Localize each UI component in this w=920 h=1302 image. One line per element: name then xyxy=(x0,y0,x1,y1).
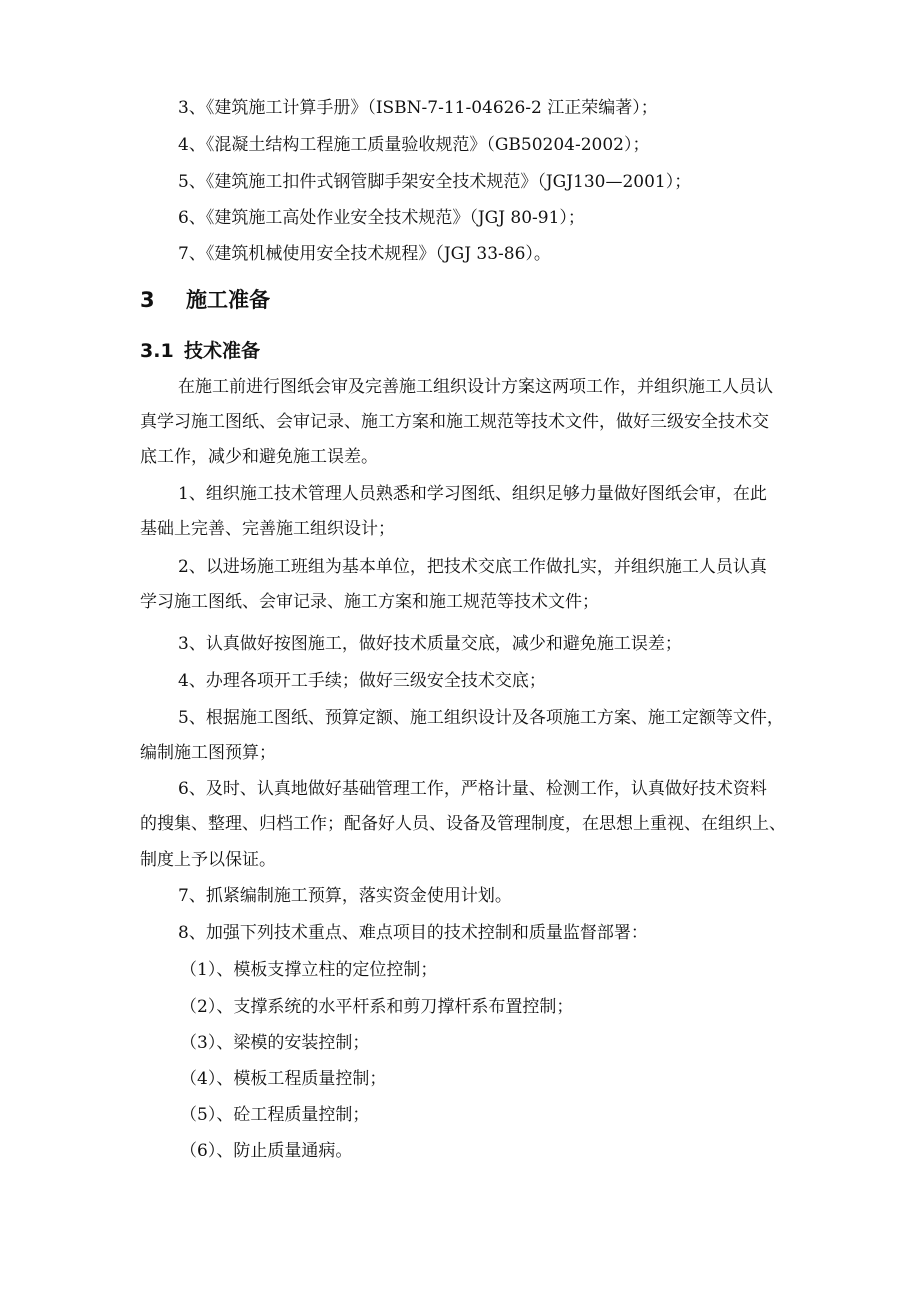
intro-line: 在施工前进行图纸会审及完善施工组织设计方案这两项工作，并组织施工人员认 xyxy=(178,377,773,397)
list-item: 6、及时、认真地做好基础管理工作，严格计量、检测工作，认真做好技术资料 xyxy=(178,779,767,799)
reference-item: 3、《建筑施工计算手册》（ISBN-7-11-04626-2 江正荣编著）； xyxy=(178,98,658,118)
list-item: 2、以进场施工班组为基本单位，把技术交底工作做扎实，并组织施工人员认真 xyxy=(178,557,767,577)
sub-list-item: （1）、模板支撑立柱的定位控制； xyxy=(180,960,438,980)
list-item-continuation: 学习施工图纸、会审记录、施工方案和施工规范等技术文件； xyxy=(140,592,599,612)
list-item: 8、加强下列技术重点、难点项目的技术控制和质量监督部署： xyxy=(178,923,648,943)
list-item-continuation: 编制施工图预算； xyxy=(140,743,276,763)
reference-item: 6、《建筑施工高处作业安全技术规范》（JGJ 80-91）； xyxy=(178,208,585,228)
list-item: 4、办理各项开工手续；做好三级安全技术交底； xyxy=(178,671,546,691)
sub-list-item: （4）、模板工程质量控制； xyxy=(180,1069,387,1089)
section-number: 3 xyxy=(140,288,155,312)
sub-list-item: （3）、梁模的安装控制； xyxy=(180,1033,370,1053)
list-item-continuation: 基础上完善、完善施工组织设计； xyxy=(140,519,395,539)
intro-line: 真学习施工图纸、会审记录、施工方案和施工规范等技术文件，做好三级安全技术交 xyxy=(140,412,769,432)
reference-item: 5、《建筑施工扣件式钢管脚手架安全技术规范》（JGJ130—2001）； xyxy=(178,172,692,192)
section-title: 施工准备 xyxy=(186,288,270,312)
list-item: 7、抓紧编制施工预算，落实资金使用计划。 xyxy=(178,886,512,906)
reference-item: 4、《混凝土结构工程施工质量验收规范》（GB50204-2002）； xyxy=(178,135,650,155)
list-item: 5、根据施工图纸、预算定额、施工组织设计及各项施工方案、施工定额等文件， xyxy=(178,708,784,728)
intro-line: 底工作，减少和避免施工误差。 xyxy=(140,447,378,467)
subsection-heading xyxy=(140,338,260,364)
list-item-continuation: 的搜集、整理、归档工作；配备好人员、设备及管理制度，在思想上重视、在组织上、 xyxy=(140,814,786,834)
list-item: 1、组织施工技术管理人员熟悉和学习图纸、组织足够力量做好图纸会审，在此 xyxy=(178,484,767,504)
section-heading xyxy=(140,286,270,314)
sub-list-item: （2）、支撑系统的水平杆系和剪刀撑杆系布置控制； xyxy=(180,997,574,1017)
subsection-number: 3.1 xyxy=(140,340,174,362)
list-item-continuation: 制度上予以保证。 xyxy=(140,850,276,870)
subsection-title: 技术准备 xyxy=(184,340,261,362)
list-item: 3、认真做好按图施工，做好技术质量交底，减少和避免施工误差； xyxy=(178,634,682,654)
sub-list-item: （5）、砼工程质量控制； xyxy=(180,1105,370,1125)
reference-item: 7、《建筑机械使用安全技术规程》（JGJ 33-86）。 xyxy=(178,244,551,264)
sub-list-item: （6）、防止质量通病。 xyxy=(180,1141,353,1161)
